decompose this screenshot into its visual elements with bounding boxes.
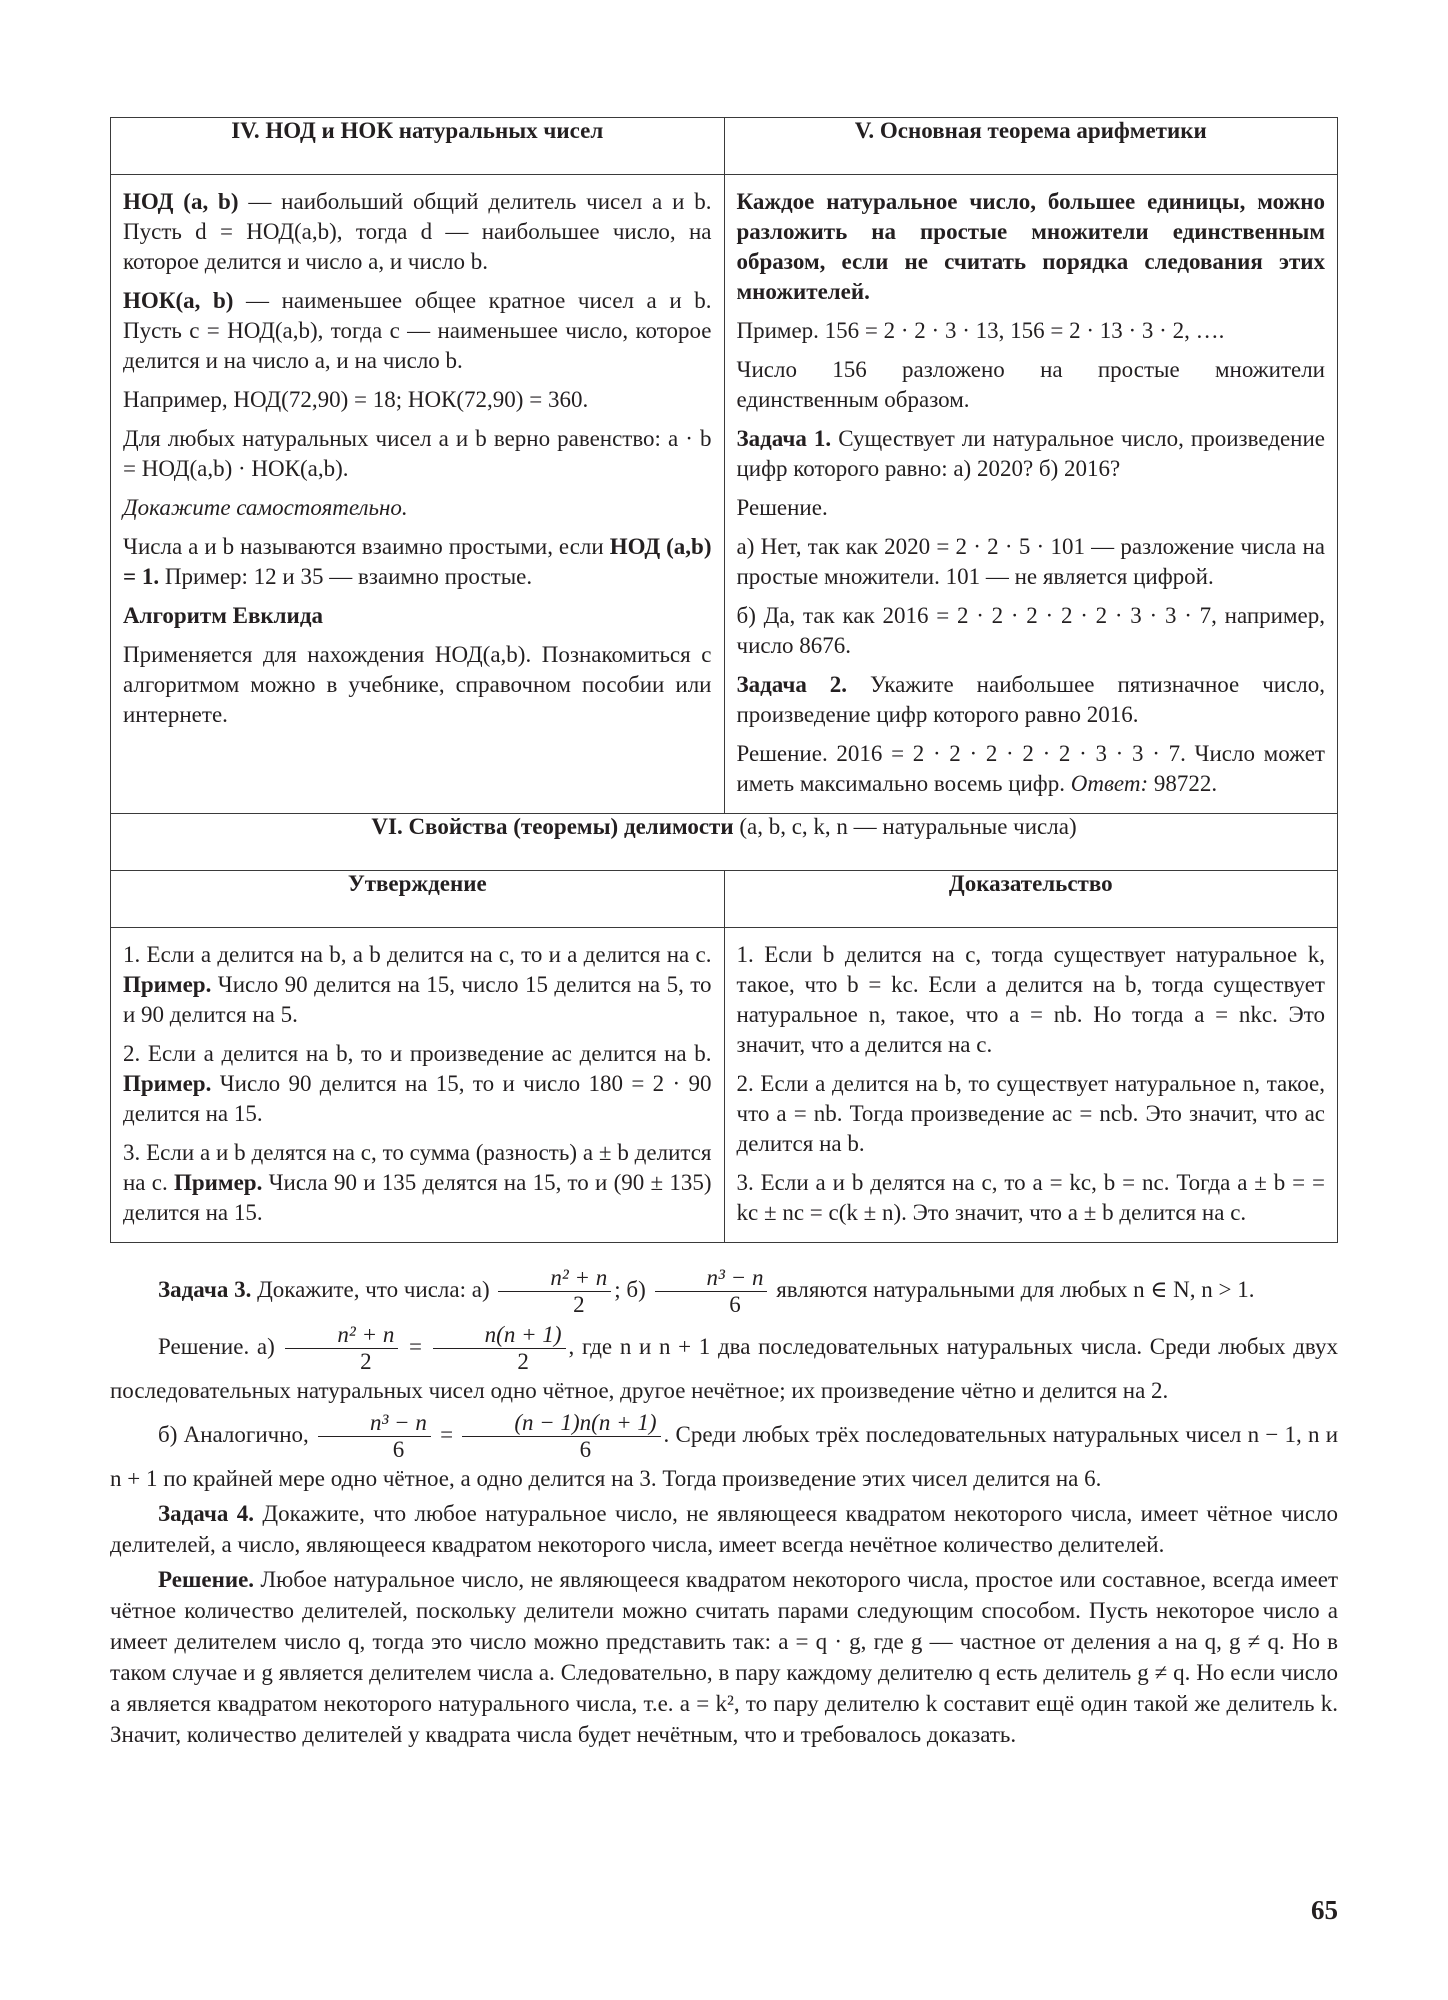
- section-v-header: V. Основная теорема арифметики: [724, 118, 1338, 175]
- task-1: Задача 1. Существует ли натуральное число, произведение цифр которого равно: а) 2020? б) 2016?: [736, 426, 1326, 481]
- task-3-solution-a: Решение. а) $\frac{\text{n² + n}}{2}$ = $\frac{n(n + 1)}{2}$ , где n и n + 1 два последовательных натуральных числа. Среди любых двух последовательных натуральных чисел одно чётное, другое нечётное; их произведение чётно и делится на 2.: [110, 1322, 1338, 1403]
- fundamental-theorem-statement: Каждое натуральное число, большее единицы, можно разложить на простые множители единственным образом, если не считать порядка следования этих множителей.: [736, 189, 1325, 304]
- statement-1: 1. Если a делится на b, а b делится на c, то и a делится на c. Пример. Число 90 делится на 15, число 15 делится на 5, то и 90 делится на 5.: [123, 942, 712, 1027]
- proofs-content: [724, 928, 1338, 1243]
- euclid-text: Применяется для нахождения НОД(a,b). Познакомиться с алгоритмом можно в учебнике, справочном пособии или интернете.: [123, 642, 712, 727]
- gcd-lcm-example: Например, НОД(72,90) = 18; НОК(72,90) = 360.: [123, 387, 589, 412]
- task-2-solution: Решение. 2016 = 2 · 2 · 2 · 2 · 2 · 3 · 3 · 7. Число может иметь максимально восемь цифр. Ответ: 98722.: [736, 741, 1325, 796]
- statements-content: [111, 928, 725, 1243]
- proof-2: 2. Если a делится на b, то существует натуральное n, такое, что a = nb. Тогда произведение ac = ncb. Это значит, что ac делится на b.: [736, 1071, 1325, 1156]
- section-iv-header: IV. НОД и НОК натуральных чисел: [111, 118, 725, 175]
- task-4: Задача 4. Докажите, что любое натуральное число, не являющееся квадратом некоторого числа, имеет чётное число делителей, а число, являющееся квадратом некоторого числа, имеет всегда нечётное количество делителей.: [110, 1501, 1339, 1557]
- lcm-definition: НОК(a, b) — наименьшее общее кратное чисел a и b. Пусть c = НОД(a,b), тогда c — наименьшее число, которое делится и на число a, и на число b.: [123, 288, 712, 373]
- page-content: [110, 117, 1338, 1754]
- proof-column-header: Доказательство: [724, 871, 1338, 928]
- proof-3: 3. Если a и b делятся на c, то a = kc, b = nc. Тогда a ± b = = kc ± nc = c(k ± n). Это значит, что a ± b делится на c.: [736, 1170, 1325, 1225]
- task-4-solution: Решение. Любое натуральное число, не являющееся квадратом некоторого числа, простое или составное, всегда имеет чётное количество делителей, поскольку делители можно считать парами следующим способом. Пусть некоторое число a имеет делителем число q, тогда это число можно представить так: a = q · g, где g — частное от деления a на q, g ≠ q. Но в таком случае и g является делителем числа a. Следовательно, в пару каждому делителю q есть делитель g ≠ q. Но если число a является квадратом некоторого натурального числа, т.е. a = k², то пару делителю k составит ещё один такой же делитель k. Значит, количество делителей у квадрата числа будет нечётным, что и требовалось доказать.: [110, 1567, 1338, 1747]
- task-1-solution-label: Решение.: [736, 495, 828, 520]
- fraction-4: $\frac{n(n + 1)}{2}$: [433, 1322, 566, 1375]
- proof-1: 1. Если b делится на c, тогда существует натуральное k, такое, что b = kc. Если a делится на b, тогда существует натуральное n, такое, что a = nb. Но тогда a = nkc. Это значит, что a делится на c.: [736, 942, 1325, 1057]
- statement-3: 3. Если a и b делятся на c, то сумма (разность) a ± b делится на c. Пример. Числа 90 и 135 делятся на 15, то и (90 ± 135) делится на 15.: [123, 1140, 712, 1225]
- task-2: Задача 2. Укажите наибольшее пятизначное число, произведение цифр которого равно 2016.: [736, 672, 1326, 727]
- task-1-solution-b: б) Да, так как 2016 = 2 · 2 · 2 · 2 · 2 · 3 · 3 · 7, например, число 8676.: [736, 603, 1325, 658]
- prove-yourself-note: Докажите самостоятельно.: [123, 495, 408, 520]
- section-v-content: [724, 175, 1338, 814]
- euclid-heading: Алгоритм Евклида: [123, 603, 323, 628]
- fraction-3: $\frac{\text{n² + n}}{2}$: [285, 1322, 398, 1375]
- coprime-definition: Числа a и b называются взаимно простыми, если НОД (a,b) = 1. Пример: 12 и 35 — взаимно простые.: [123, 534, 712, 589]
- gcd-definition: НОД (a, b) — наибольший общий делитель чисел a и b. Пусть d = НОД(a,b), тогда d — наибольшее число, на которое делится и число a, и число b.: [123, 189, 712, 274]
- section-vi-header: VI. Свойства (теоремы) делимости (a, b, c, k, n — натуральные числа): [111, 814, 1338, 871]
- fraction-1: $\frac{\text{n² + n}}{2}$: [498, 1265, 611, 1318]
- gcd-lcm-identity: Для любых натуральных чисел a и b верно равенство: a · b = НОД(a,b) · НОК(a,b).: [123, 426, 712, 481]
- fraction-2: $\frac{\text{n³ − n}}{6}$: [655, 1265, 768, 1318]
- theory-table-top: [110, 117, 1338, 1243]
- statement-column-header: Утверждение: [111, 871, 725, 928]
- fraction-6: $\frac{(n - 1)n(n + 1)}{6}$: [462, 1410, 660, 1463]
- page-number: 65: [1311, 1895, 1338, 1925]
- tasks-section: [110, 1265, 1338, 1750]
- section-iv-content: [111, 175, 725, 814]
- statement-2: 2. Если a делится на b, то и произведение ac делится на b. Пример. Число 90 делится на 15, то и число 180 = 2 · 90 делится на 15.: [123, 1041, 712, 1126]
- fraction-5: $\frac{\text{n³ − n}}{6}$: [318, 1410, 431, 1463]
- factorization-example: Пример. 156 = 2 · 2 · 3 · 13, 156 = 2 · 13 · 3 · 2, ….: [736, 318, 1225, 343]
- factorization-note: Число 156 разложено на простые множители единственным образом.: [736, 357, 1325, 412]
- task-1-solution-a: а) Нет, так как 2020 = 2 · 2 · 5 · 101 — разложение числа на простые множители. 101 — не является цифрой.: [736, 534, 1325, 589]
- task-3: Задача 3. Докажите, что числа: а) $\frac{\text{n² + n}}{2}$ ; б) $\frac{\text{n³ − n}}{6}$ являются натуральными для любых n ∈ N, n > 1.: [158, 1265, 1255, 1317]
- task-3-solution-b: б) Аналогично, $\frac{\text{n³ − n}}{6}$ = $\frac{(n - 1)n(n + 1)}{6}$ . Среди любых трёх последовательных натуральных чисел n − 1, n и n + 1 по крайней мере одно чётное, а одно делится на 3. Тогда произведение этих чисел делится на 6.: [110, 1410, 1338, 1491]
